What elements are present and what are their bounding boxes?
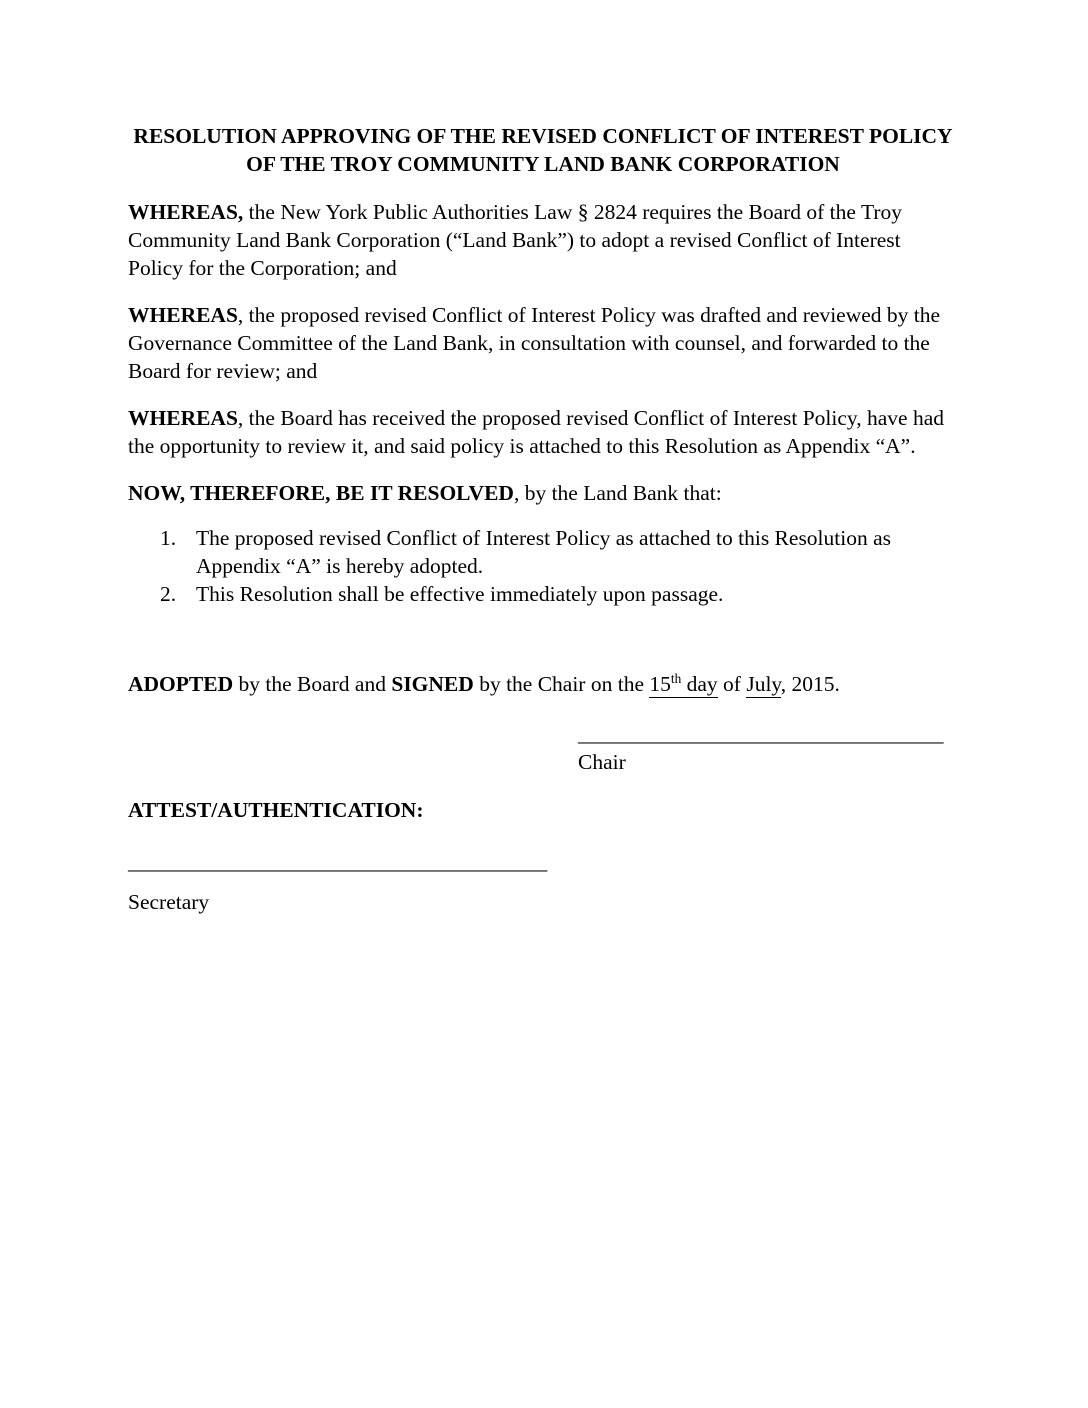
chair-signature-label: Chair [578, 750, 626, 774]
adoption-day [649, 672, 717, 698]
document-title [128, 122, 958, 178]
whereas-1-body: the New York Public Authorities Law § 2824 requires the Board of the Troy Community Land Bank Corporation (“Land Bank”) to adopt a revised Conflict of Interest Policy for the Corporation; and [128, 200, 902, 280]
adopted-keyword: ADOPTED [128, 672, 234, 696]
chair-signature-block [578, 720, 958, 776]
signed-keyword: SIGNED [391, 672, 474, 696]
whereas-3-lead: WHEREAS [128, 406, 238, 430]
resolved-body: , by the Land Bank that: [513, 481, 722, 505]
whereas-3-body: , the Board has received the proposed revised Conflict of Interest Policy, have had the opportunity to review it, and said policy is attached to this Resolution as Appendix “A”. [128, 406, 945, 458]
list-item-1-number: 1. [160, 526, 177, 550]
whereas-paragraph-2 [128, 301, 958, 385]
list-item-1 [128, 524, 958, 580]
whereas-2-lead: WHEREAS [128, 303, 238, 327]
whereas-1-lead: WHEREAS, [128, 200, 244, 224]
list-item-2 [128, 580, 958, 608]
secretary-signature-label: Secretary [128, 890, 210, 914]
chair-signature-line: __________________________________ [578, 722, 944, 746]
resolution-list [128, 524, 958, 608]
title-line-1: RESOLUTION APPROVING OF THE REVISED CONFLICT OF INTEREST POLICY [133, 124, 953, 148]
list-item-1-text: The proposed revised Conflict of Interest Policy as attached to this Resolution as Appendix “A” is hereby adopted. [196, 526, 892, 578]
day-word: day [681, 672, 718, 696]
whereas-paragraph-1 [128, 198, 958, 282]
resolved-lead: NOW, THEREFORE, BE IT RESOLVED [128, 481, 514, 505]
whereas-2-body: , the proposed revised Conflict of Interest Policy was drafted and reviewed by the Governance Committee of the Land Bank, in consultation with counsel, and forwarded to the Board for review; and [128, 303, 941, 383]
adopted-text-4: , 2015. [780, 672, 840, 696]
adopted-text-2: by the Chair on the [473, 672, 650, 696]
adoption-month: July [746, 672, 781, 696]
day-ordinal-suffix: th [670, 670, 682, 686]
whereas-paragraph-3 [128, 404, 958, 460]
adopted-text-3: of [717, 672, 747, 696]
adopted-paragraph [128, 670, 958, 698]
adopted-text-1: by the Board and [233, 672, 392, 696]
attest-heading: ATTEST/AUTHENTICATION: [128, 798, 424, 822]
resolved-paragraph [128, 479, 958, 507]
day-number: 15 [649, 672, 671, 696]
list-item-2-number: 2. [160, 582, 177, 606]
title-line-2: OF THE TROY COMMUNITY LAND BANK CORPORATION [246, 152, 840, 176]
secretary-signature-line: _______________________________________ [128, 850, 548, 874]
list-item-2-text: This Resolution shall be effective immediately upon passage. [196, 582, 724, 606]
